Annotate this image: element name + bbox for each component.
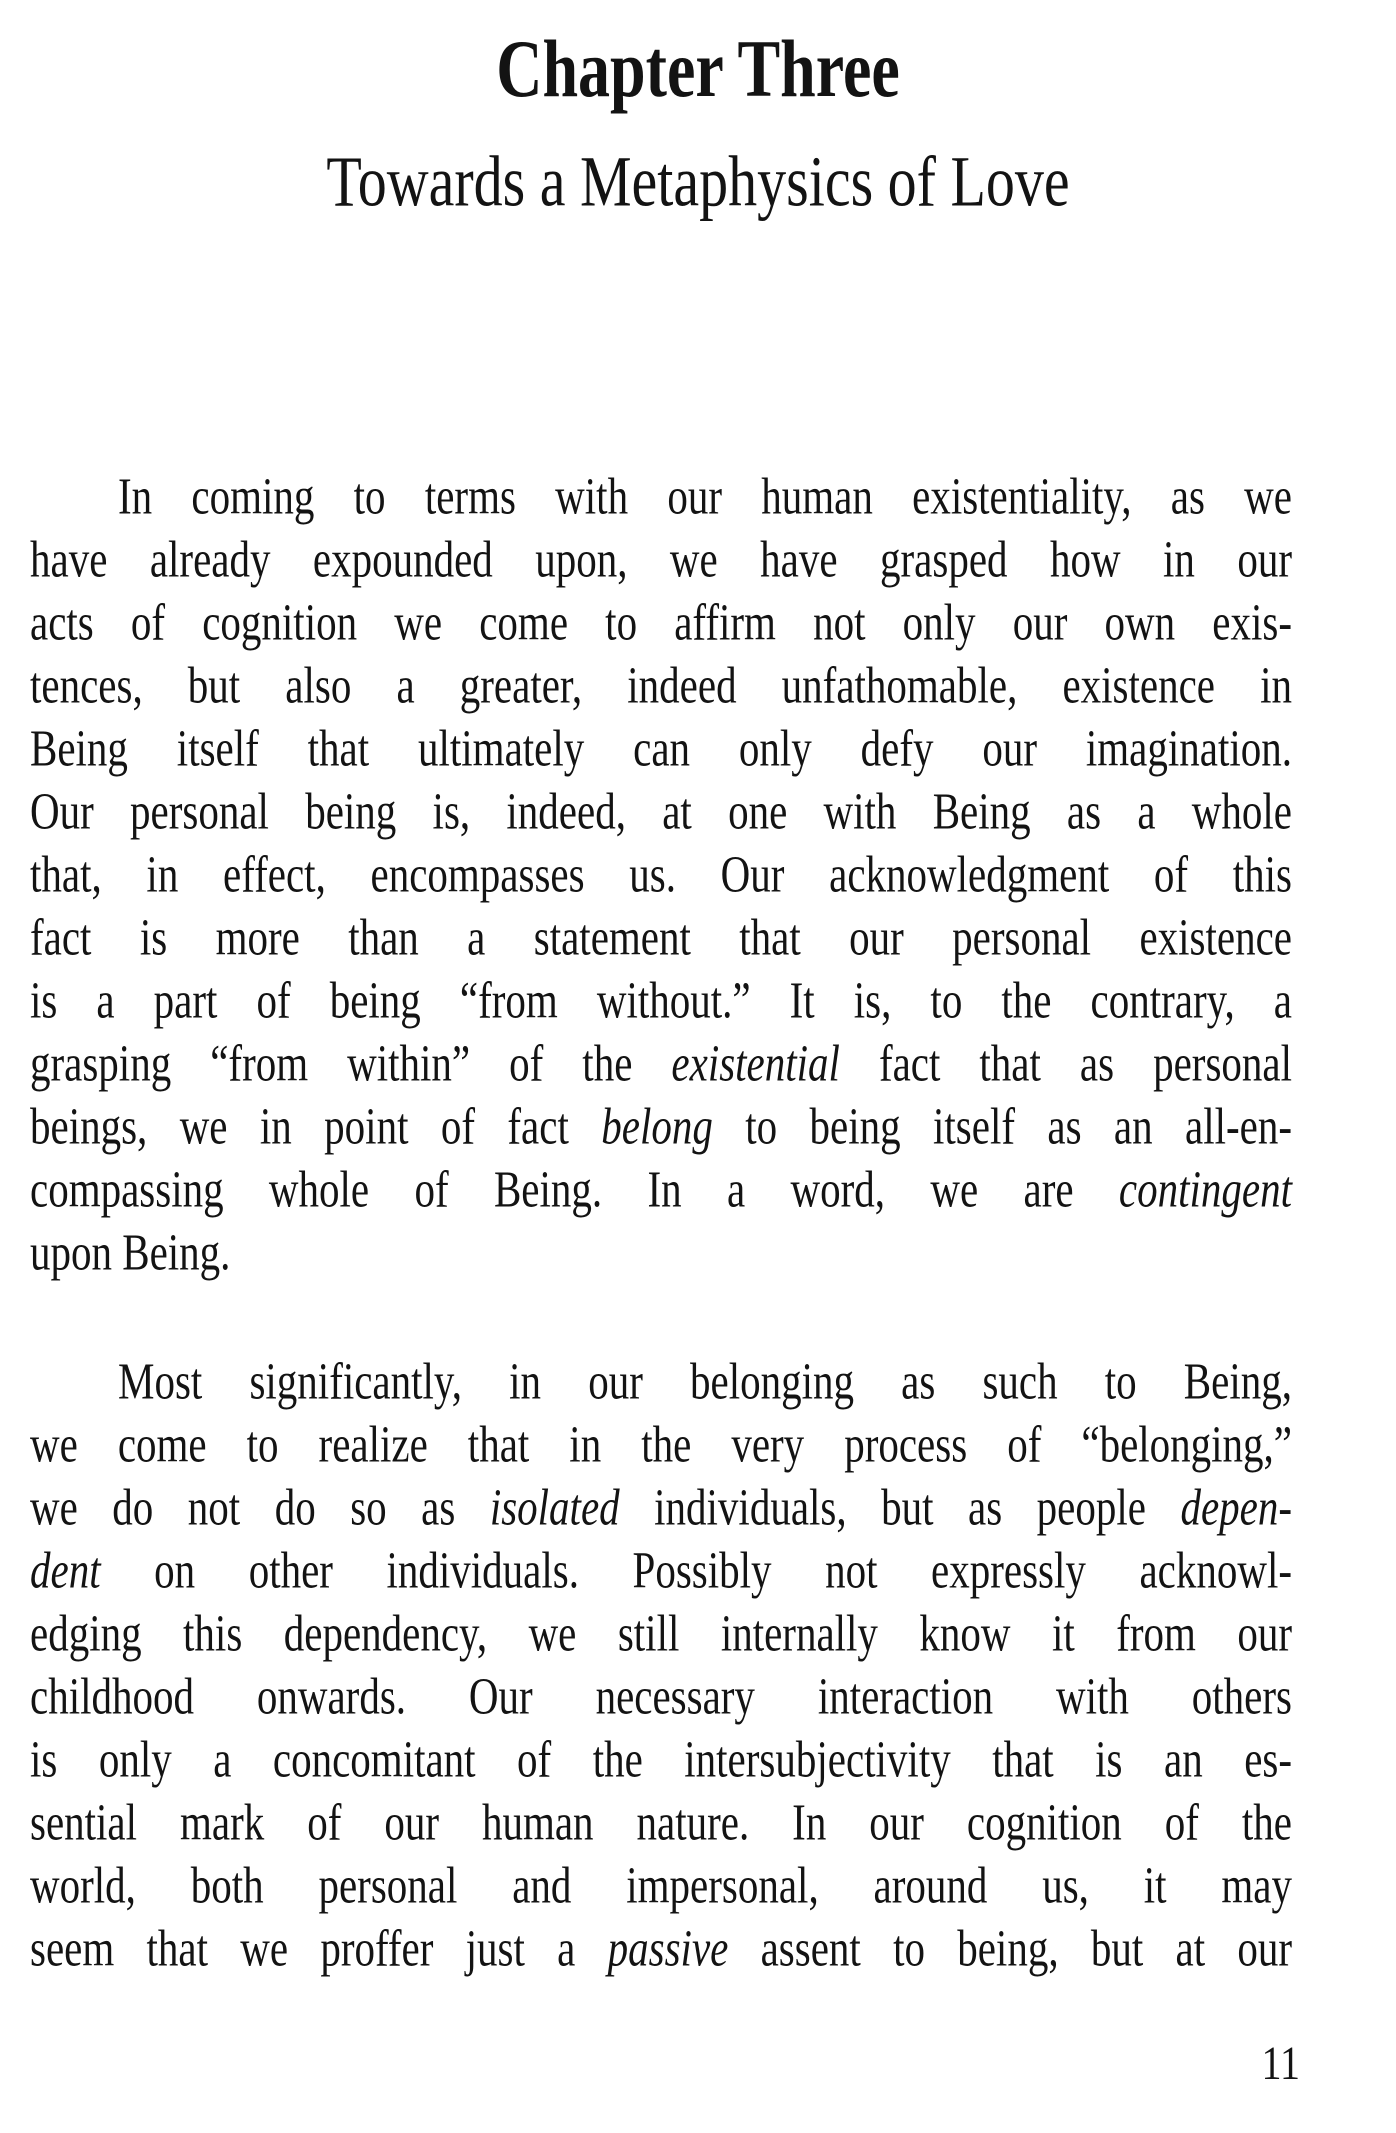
text-segment: fact that as personal	[839, 1033, 1292, 1092]
text-segment: Most significantly, in our belonging as such to Being,	[118, 1351, 1292, 1410]
text-segment: acts of cognition we come to affirm not only our own exis-	[30, 592, 1292, 651]
text-segment: edging this dependency, we still internally know it from our	[30, 1603, 1292, 1662]
italic-text: isolated	[489, 1477, 620, 1536]
text-segment: have already expounded upon, we have grasped how in our	[30, 529, 1292, 588]
body-text	[30, 465, 1292, 1980]
text-segment: childhood onwards. Our necessary interaction with others	[30, 1666, 1292, 1725]
text-segment: to being itself as an all-en-	[712, 1096, 1293, 1155]
text-segment: grasping “from within” of the	[30, 1033, 672, 1092]
text-segment: world, both personal and impersonal, around us, it may	[30, 1855, 1292, 1914]
text-segment: sential mark of our human nature. In our cognition of the	[30, 1792, 1292, 1851]
italic-text: contingent	[1118, 1159, 1292, 1218]
italic-text: depen-	[1180, 1477, 1292, 1536]
paragraph	[30, 465, 1292, 1284]
text-segment: Being itself that ultimately can only defy our imagination.	[30, 718, 1292, 777]
text-segment: that, in effect, encompasses us. Our acknowledgment of this	[30, 844, 1292, 903]
text-segment: individuals, but as people	[619, 1477, 1181, 1536]
text-segment: fact is more than a statement that our personal existence	[30, 907, 1292, 966]
chapter-title: Chapter Three	[496, 23, 900, 114]
italic-text: existential	[671, 1033, 840, 1092]
text-segment: tences, but also a greater, indeed unfathomable, existence in	[30, 655, 1292, 714]
text-segment: beings, we in point of fact	[30, 1096, 602, 1155]
text-segment: Our personal being is, indeed, at one with Being as a whole	[30, 781, 1292, 840]
chapter-subtitle: Towards a Metaphysics of Love	[326, 140, 1070, 222]
italic-text: dent	[30, 1540, 101, 1599]
text-segment: seem that we proffer just a	[30, 1918, 608, 1977]
italic-text: passive	[607, 1918, 729, 1977]
text-line	[30, 1213, 1292, 1292]
text-segment: on other individuals. Possibly not expressly acknowl-	[100, 1540, 1292, 1599]
italic-text: belong	[601, 1096, 713, 1155]
text-segment: is only a concomitant of the intersubjectivity that is an es-	[30, 1729, 1292, 1788]
text-segment: we do not do so as	[30, 1477, 490, 1536]
page-number: 11	[1261, 2036, 1300, 2090]
text-segment: assent to being, but at our	[728, 1918, 1292, 1977]
text-segment: is a part of being “from without.” It is, to the contrary, a	[30, 970, 1292, 1029]
text-segment: upon Being.	[30, 1222, 231, 1281]
text-segment: In coming to terms with our human existentiality, as we	[118, 466, 1292, 525]
text-line	[30, 1909, 1292, 1988]
text-segment: compassing whole of Being. In a word, we are	[30, 1159, 1119, 1218]
paragraph	[30, 1350, 1292, 1980]
text-segment: we come to realize that in the very process of “belonging,”	[30, 1414, 1292, 1473]
